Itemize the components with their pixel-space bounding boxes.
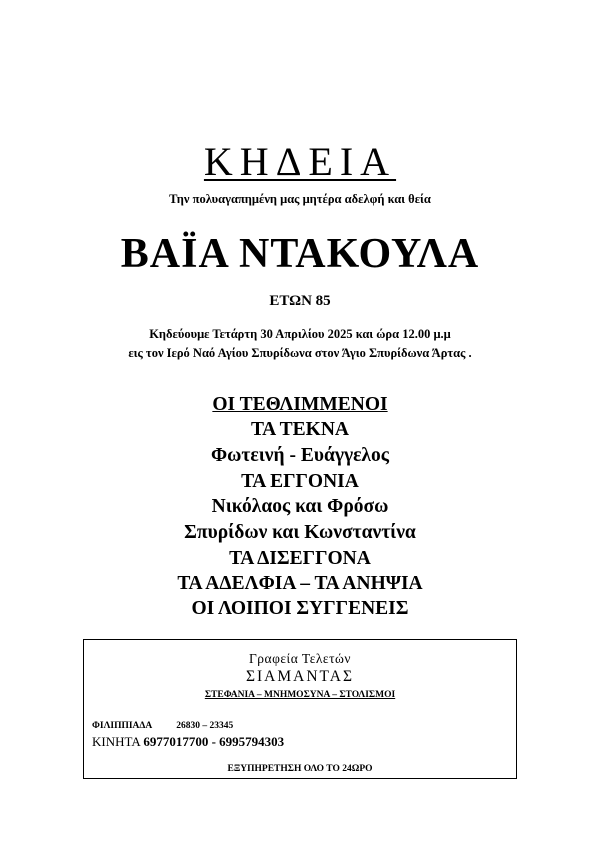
mourner-line: ΤΑ ΔΙΣΕΓΓΟΝΑ xyxy=(229,548,371,569)
mourner-line: ΤΑ ΕΓΓΟΝΙΑ xyxy=(241,471,359,492)
agency-service-hours: ΕΞΥΠΗΡΕΤΗΣΗ ΟΛΟ ΤΟ 24ΩΡΟ xyxy=(227,764,373,774)
mourner-line: Φωτεινή - Ευάγγελος xyxy=(211,445,389,466)
mobile-label: ΚΙΝΗΤΑ xyxy=(92,734,141,749)
agency-heading: Γραφεία Τελετών xyxy=(248,651,352,666)
deceased-name: ΒΑΪΑ ΝΤΑΚΟΥΛΑ xyxy=(120,231,480,277)
phone-number: 26830 – 23345 xyxy=(176,721,234,731)
funeral-location: εις τον Ιερό Ναό Αγίου Σπυρίδωνα στον Άγιο Σπυρίδωνα Άρτας . xyxy=(128,346,472,360)
mourner-line: Νικόλαος και Φρόσω xyxy=(211,496,389,517)
agency-services: ΣΤΕΦΑΝΙΑ – ΜΝΗΜΟΣΥΝΑ – ΣΤΟΛΙΣΜΟΙ xyxy=(204,690,396,700)
deceased-age: ΕΤΩΝ 85 xyxy=(269,293,331,309)
agency-mobile-line xyxy=(92,734,284,750)
notice-title: ΚΗΔΕΙΑ xyxy=(203,139,397,184)
mobile-numbers: 6977017700 - 6995794303 xyxy=(143,734,285,749)
mourners-heading: ΟΙ ΤΕΘΛΙΜΜΕΝΟΙ xyxy=(212,394,388,415)
agency-name: ΣΙΑΜΑΝΤΑΣ xyxy=(246,668,354,685)
mourner-line: ΤΑ ΤΕΚΝΑ xyxy=(251,419,349,440)
funeral-agency-box xyxy=(83,639,517,779)
notice-subtitle: Την πολυαγαπημένη μας μητέρα αδελφή και θεία xyxy=(169,192,431,206)
agency-phone-line xyxy=(92,721,233,731)
mourner-line: ΤΑ ΑΔΕΛΦΙΑ – ΤΑ ΑΝΗΨΙΑ xyxy=(177,573,423,594)
mourner-line: ΟΙ ΛΟΙΠΟΙ ΣΥΓΓΕΝΕΙΣ xyxy=(191,598,409,619)
mourner-line: Σπυρίδων και Κωνσταντίνα xyxy=(184,522,416,543)
phone-location: ΦΙΛΙΠΠΙΑΔΑ xyxy=(92,721,153,731)
funeral-datetime: Κηδεύουμε Τετάρτη 30 Απριλίου 2025 και ώρα 12.00 μ.μ xyxy=(149,327,451,341)
